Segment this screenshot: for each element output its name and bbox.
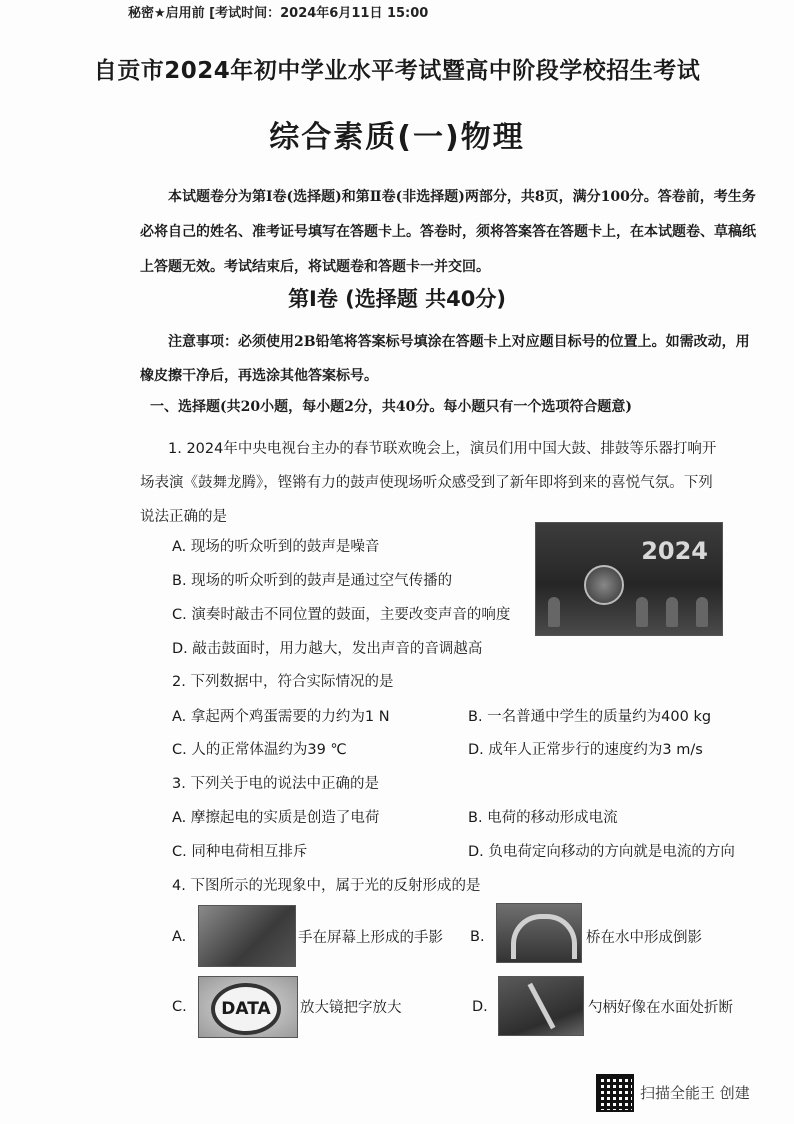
photo-year-text: 2024 bbox=[641, 537, 708, 565]
magnifier-lens-text: DATA bbox=[211, 983, 281, 1035]
question-4-option-b-letter: B. bbox=[470, 929, 485, 945]
performer-figure bbox=[636, 597, 648, 627]
question-1-option-d: D. 敲击鼓面时，用力越大，发出声音的音调越高 bbox=[172, 641, 483, 657]
notice-text: 注意事项：必须使用2B铅笔将答案标号填涂在答题卡上对应题目标号的位置上。如需改动，用橡皮擦干净后，再选涂其他答案标号。 bbox=[140, 334, 750, 384]
exam-time-header: 秘密★启用前 [考试时间：2024年6月11日 15:00 bbox=[128, 6, 429, 21]
spoon-handle-shape bbox=[528, 983, 556, 1029]
question-2-option-c: C. 人的正常体温约为39 ℃ bbox=[172, 742, 347, 758]
hand-shadow-photo bbox=[198, 905, 296, 967]
question-4-option-c-caption: 放大镜把字放大 bbox=[300, 1000, 402, 1016]
question-2-option-a: A. 拿起两个鸡蛋需要的力约为1 N bbox=[172, 709, 390, 725]
performer-figure bbox=[696, 597, 708, 627]
drum-performance-photo bbox=[535, 522, 723, 636]
question-2-option-d: D. 成年人正常步行的速度约为3 m/s bbox=[468, 742, 703, 758]
question-1-stem: 1. 2024年中央电视台主办的春节联欢晚会上，演员们用中国大鼓、排鼓等乐器打响开场表演《鼓舞龙腾》，铿锵有力的鼓声使现场听众感受到了新年即将到来的喜悦气氛。下列说法正确的是 bbox=[140, 441, 717, 525]
question-3-option-c: C. 同种电荷相互排斥 bbox=[172, 844, 308, 860]
part-heading: 一、选择题(共20小题，每小题2分，共40分。每小题只有一个选项符合题意) bbox=[150, 399, 632, 415]
question-1-option-b: B. 现场的听众听到的鼓声是通过空气传播的 bbox=[172, 573, 453, 589]
qr-code-icon bbox=[596, 1074, 634, 1112]
performer-figure bbox=[548, 597, 560, 627]
question-2-option-b: B. 一名普通中学生的质量约为400 kg bbox=[468, 709, 712, 725]
question-1-option-c: C. 演奏时敲击不同位置的鼓面，主要改变声音的响度 bbox=[172, 607, 511, 623]
question-3-option-d: D. 负电荷定向移动的方向就是电流的方向 bbox=[468, 844, 735, 860]
bridge-reflection-photo bbox=[496, 903, 582, 963]
exam-title: 自贡市2024年初中学业水平考试暨高中阶段学校招生考试 bbox=[93, 58, 701, 84]
bridge-arch-shape bbox=[511, 914, 577, 959]
scanner-watermark: 扫描全能王 创建 bbox=[640, 1084, 750, 1102]
question-4-option-c-letter: C. bbox=[172, 999, 187, 1015]
question-4-option-b-caption: 桥在水中形成倒影 bbox=[586, 930, 702, 946]
question-3-option-a: A. 摩擦起电的实质是创造了电荷 bbox=[172, 810, 380, 826]
exam-instructions: 本试题卷分为第Ⅰ卷(选择题)和第Ⅱ卷(非选择题)两部分，共8页，满分100分。答卷前，考生务必将自己的姓名、准考证号填写在答题卡上。答卷时，须将答案答在答题卡上，在本试题卷、草稿纸上答题无效。考试结束后，将试题卷和答题卡一并交回。 bbox=[140, 189, 756, 275]
question-3-option-b: B. 电荷的移动形成电流 bbox=[468, 810, 618, 826]
question-4-option-d-caption: 勺柄好像在水面处折断 bbox=[588, 1000, 733, 1016]
drum-shape bbox=[584, 565, 624, 605]
question-1-option-a: A. 现场的听众听到的鼓声是噪音 bbox=[172, 539, 380, 555]
magnifier-photo bbox=[198, 976, 298, 1038]
spoon-in-water-photo bbox=[498, 976, 584, 1036]
question-4-option-a-letter: A. bbox=[172, 929, 187, 945]
question-4-option-a-caption: 手在屏幕上形成的手影 bbox=[298, 930, 443, 946]
performer-figure bbox=[666, 597, 678, 627]
subject-title: 综合素质(一)物理 bbox=[269, 120, 525, 155]
question-4-option-d-letter: D. bbox=[472, 999, 488, 1015]
question-3-stem: 3. 下列关于电的说法中正确的是 bbox=[172, 776, 379, 792]
question-2-stem: 2. 下列数据中，符合实际情况的是 bbox=[172, 674, 394, 690]
section-heading: 第Ⅰ卷 (选择题 共40分) bbox=[288, 287, 506, 311]
question-4-stem: 4. 下图所示的光现象中，属于光的反射形成的是 bbox=[172, 878, 481, 894]
